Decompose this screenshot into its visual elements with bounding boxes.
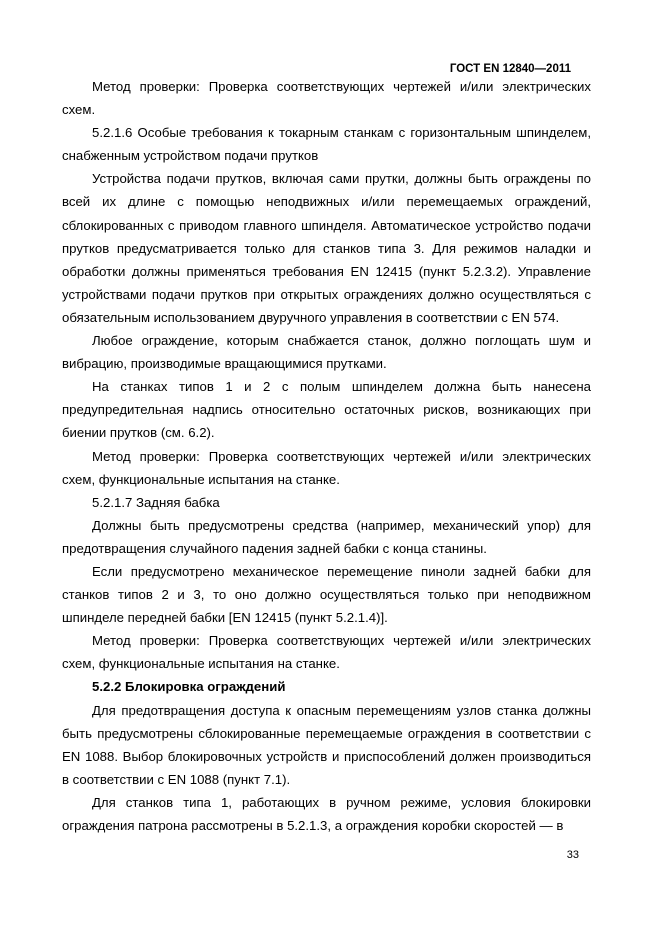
paragraph-tailstock-stop: Должны быть предусмотрены средства (например, механический упор) для предотвращения случайного падения задней бабки с конца станины. — [62, 517, 591, 556]
page-number: 33 — [566, 849, 579, 861]
paragraph-interlocked-guards: Для предотвращения доступа к опасным перемещениям узлов станка должны быть предусмотрены сблокированные перемещаемые ограждения в соответствии с EN 1088. Выбор блокировочных устройств и приспособлений должен производиться в соответствии с EN 1088 (пункт 7.1). — [62, 702, 591, 787]
paragraph-quill-movement: Если предусмотрено механическое перемещение пиноли задней бабки для станков типов 2 и 3, то оно должно осуществляться только при неподвижном шпинделе передней бабки [EN 12415 (пункт 5.2.1.4)]. — [62, 563, 591, 626]
paragraph-bar-feeder-guards: Устройства подачи прутков, включая сами прутки, должны быть ограждены по всей их длине с помощью неподвижных и/или перемещаемых ограждений, сблокированных с приводом главного шпинделя. Автоматическое устройство подачи прутков предусматривается только для станков типа 3. Для режимов наладки и обработки должны применяться требования EN 12415 (пункт 5.2.3.2). Управление устройствами подачи прутков при открытых ограждениях должно осуществляться с обязательным использованием двуручного управления в соответствии с EN 574. — [62, 171, 591, 325]
section-heading-5-2-1-6: 5.2.1.6 Особые требования к токарным станкам с горизонтальным шпинделем, снабженным устройством подачи прутков — [62, 125, 591, 164]
paragraph-verification-method-2: Метод проверки: Проверка соответствующих чертежей и/или электрических схем, функциональные испытания на станке. — [62, 448, 591, 487]
paragraph-verification-method-1: Метод проверки: Проверка соответствующих чертежей и/или электрических схем. — [62, 79, 591, 118]
section-heading-5-2-1-7: 5.2.1.7 Задняя бабка — [92, 494, 220, 510]
paragraph-verification-method-3: Метод проверки: Проверка соответствующих чертежей и/или электрических схем, функциональные испытания на станке. — [62, 633, 591, 672]
paragraph-noise-absorption: Любое ограждение, которым снабжается станок, должно поглощать шум и вибрацию, производимые вращающимися прутками. — [62, 333, 591, 372]
section-heading-5-2-2: 5.2.2 Блокировка ограждений — [92, 679, 286, 695]
paragraph-type-1-lathes: Для станков типа 1, работающих в ручном режиме, условия блокировки ограждения патрона рассмотрены в 5.2.1.3, а ограждения коробки скоростей — в — [62, 794, 591, 833]
paragraph-warning-label: На станках типов 1 и 2 с полым шпинделем должна быть нанесена предупредительная надпись относительно остаточных рисков, возникающих при биении прутков (см. 6.2). — [62, 379, 591, 441]
document-code-header: ГОСТ EN 12840—2011 — [449, 63, 571, 75]
document-body — [62, 75, 591, 837]
